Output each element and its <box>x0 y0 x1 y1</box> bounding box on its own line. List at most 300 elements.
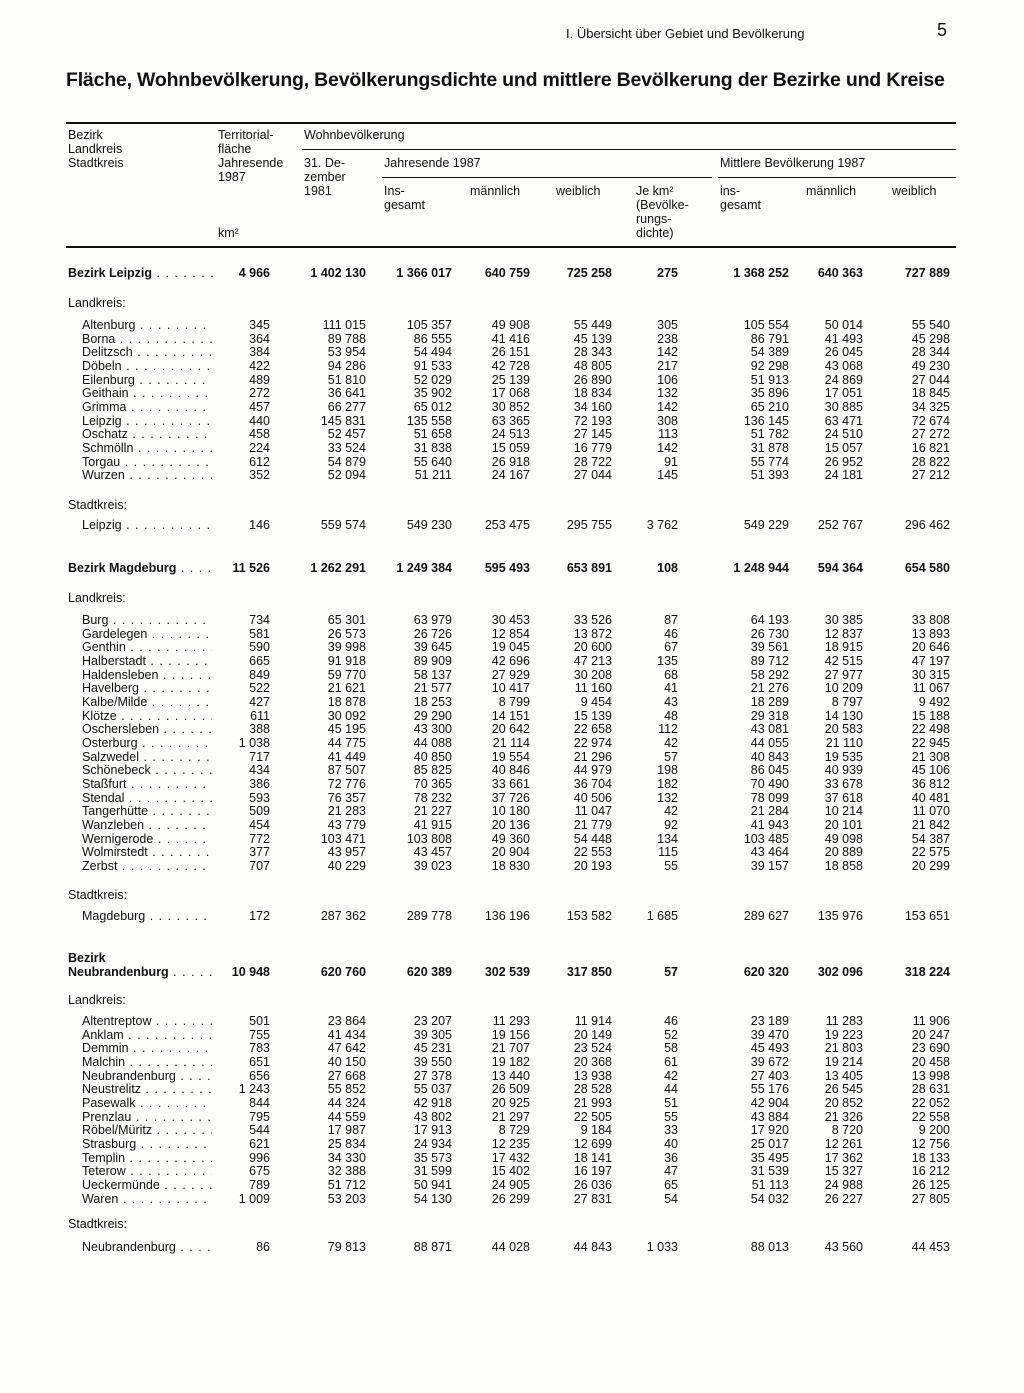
cell-mean-male: 12 837 <box>824 626 863 641</box>
cell-male-1987: 12 854 <box>491 626 530 641</box>
kreis-name: Oschatz . . . <box>82 427 212 441</box>
cell-total-1987: 52 029 <box>413 372 452 387</box>
cell-mean-total: 29 318 <box>750 708 789 723</box>
header-jahresende-1987: Jahresende 1987 <box>384 156 481 170</box>
bezirk-name: Neubrandenburg . . . <box>68 965 213 979</box>
cell-density: 55 <box>664 1109 678 1124</box>
cell-mean-male: 24 510 <box>824 427 863 442</box>
cell-density: 67 <box>664 640 678 655</box>
cell-density: 132 <box>657 790 678 805</box>
cell-female-1987: 21 779 <box>573 817 612 832</box>
bezirk-name-line1: Bezirk <box>68 951 106 965</box>
cell-pop-1981: 26 573 <box>327 626 366 641</box>
cell-male-1987: 19 554 <box>491 749 530 764</box>
landkreis-label: Landkreis: <box>68 993 126 1007</box>
cell-male-1987: 25 139 <box>491 372 530 387</box>
cell-total-1987: 43 300 <box>413 722 452 737</box>
cell-area: 996 <box>249 1150 270 1165</box>
cell-area: 4 966 <box>238 266 270 280</box>
cell-area: 10 948 <box>231 965 270 979</box>
cell-mean-female: 13 998 <box>911 1068 950 1083</box>
cell-total-1987: 91 533 <box>413 358 452 373</box>
cell-total-1987: 31 838 <box>413 440 452 455</box>
cell-pop-1981: 87 507 <box>327 763 366 778</box>
cell-area: 146 <box>249 518 270 532</box>
kreis-name: Altenburg . . . <box>82 318 212 332</box>
cell-pop-1981: 40 229 <box>327 858 366 873</box>
cell-mean-female: 72 674 <box>911 413 950 428</box>
cell-mean-total: 42 904 <box>750 1095 789 1110</box>
cell-mean-female: 22 498 <box>911 722 950 737</box>
cell-area: 612 <box>249 454 270 469</box>
header-mittel-insgesamt-2: gesamt <box>720 198 761 212</box>
header-dichte-2: (Bevölke- <box>636 198 689 212</box>
cell-area: 651 <box>249 1054 270 1069</box>
cell-total-1987: 27 378 <box>413 1068 452 1083</box>
cell-pop-1981: 44 775 <box>327 735 366 750</box>
cell-mean-male: 26 952 <box>824 454 863 469</box>
cell-male-1987: 14 151 <box>491 708 530 723</box>
cell-area: 501 <box>249 1014 270 1028</box>
kreis-name: Döbeln . . . <box>82 359 212 373</box>
cell-mean-female: 16 212 <box>911 1164 950 1179</box>
cell-pop-1981: 1 402 130 <box>310 266 366 280</box>
header-dichte-4: dichte) <box>636 226 674 240</box>
kreis-name: Wolmirstedt . . . <box>82 845 212 859</box>
cell-mean-male: 49 098 <box>824 831 863 846</box>
bezirk-name: Bezirk Leipzig . . . <box>68 266 213 280</box>
cell-mean-female: 28 822 <box>911 454 950 469</box>
cell-mean-male: 302 096 <box>817 965 863 979</box>
cell-male-1987: 24 167 <box>491 468 530 483</box>
cell-area: 386 <box>249 776 270 791</box>
cell-density: 142 <box>657 399 678 414</box>
cell-mean-male: 30 885 <box>824 399 863 414</box>
cell-female-1987: 36 704 <box>573 776 612 791</box>
cell-male-1987: 17 068 <box>491 386 530 401</box>
cell-female-1987: 21 296 <box>573 749 612 764</box>
cell-mean-total: 136 145 <box>743 413 789 428</box>
header-stub-3: Stadtkreis <box>68 156 124 170</box>
cell-mean-total: 25 017 <box>750 1136 789 1151</box>
kreis-name: Osterburg . . . <box>82 736 212 750</box>
cell-mean-total: 51 782 <box>750 427 789 442</box>
kreis-name: Templin . . . <box>82 1151 212 1165</box>
cell-male-1987: 20 642 <box>491 722 530 737</box>
cell-pop-1981: 111 015 <box>322 318 366 332</box>
cell-area: 593 <box>249 790 270 805</box>
cell-mean-male: 19 223 <box>824 1027 863 1042</box>
cell-mean-male: 640 363 <box>817 266 863 280</box>
cell-female-1987: 30 208 <box>573 667 612 682</box>
cell-area: 772 <box>249 831 270 846</box>
kreis-name: Eilenburg . . . <box>82 373 212 387</box>
cell-pop-1981: 1 262 291 <box>310 561 366 575</box>
cell-pop-1981: 41 449 <box>327 749 366 764</box>
cell-mean-female: 15 188 <box>911 708 950 723</box>
kreis-name: Malchin . . . <box>82 1055 212 1069</box>
cell-total-1987: 39 550 <box>413 1054 452 1069</box>
kreis-name: Anklam . . . <box>82 1028 212 1042</box>
cell-total-1987: 43 802 <box>413 1109 452 1124</box>
cell-pop-1981: 51 712 <box>327 1177 366 1192</box>
cell-mean-female: 30 315 <box>911 667 950 682</box>
cell-male-1987: 33 661 <box>491 776 530 791</box>
cell-mean-female: 28 631 <box>911 1082 950 1097</box>
cell-female-1987: 48 805 <box>573 358 612 373</box>
cell-pop-1981: 17 987 <box>327 1123 366 1138</box>
cell-male-1987: 20 136 <box>491 817 530 832</box>
cell-female-1987: 20 600 <box>573 640 612 655</box>
cell-mean-total: 44 055 <box>750 735 789 750</box>
cell-mean-male: 26 545 <box>824 1082 863 1097</box>
cell-mean-male: 26 045 <box>824 345 863 360</box>
kreis-name: Schmölln . . . <box>82 441 212 455</box>
header-area-2: fläche <box>218 142 252 156</box>
cell-female-1987: 20 368 <box>573 1054 612 1069</box>
cell-mean-male: 43 068 <box>824 358 863 373</box>
cell-pop-1981: 44 559 <box>327 1109 366 1124</box>
header-insgesamt-1: Ins- <box>384 184 405 198</box>
cell-mean-total: 289 627 <box>743 909 789 923</box>
cell-mean-female: 21 308 <box>911 749 950 764</box>
header-stub-1: Bezirk <box>68 128 103 142</box>
cell-pop-1981: 54 879 <box>327 454 366 469</box>
kreis-name: Schönebeck . . . <box>82 763 212 777</box>
cell-total-1987: 103 808 <box>406 831 452 846</box>
cell-area: 1 009 <box>238 1191 270 1206</box>
cell-density: 106 <box>657 372 678 387</box>
cell-mean-female: 23 690 <box>911 1041 950 1056</box>
cell-total-1987: 31 599 <box>413 1164 452 1179</box>
cell-mean-female: 47 197 <box>911 653 950 668</box>
cell-male-1987: 40 846 <box>491 763 530 778</box>
stadtkreis-label: Stadtkreis: <box>68 1217 128 1231</box>
cell-female-1987: 153 582 <box>566 909 612 923</box>
cell-pop-1981: 559 574 <box>320 518 366 532</box>
landkreis-label: Landkreis: <box>68 296 126 310</box>
cell-pop-1981: 25 834 <box>327 1136 366 1151</box>
table-row <box>0 859 1024 873</box>
cell-total-1987: 21 577 <box>413 681 452 696</box>
cell-female-1987: 28 722 <box>573 454 612 469</box>
cell-mean-female: 54 387 <box>911 831 950 846</box>
cell-total-1987: 88 871 <box>413 1240 452 1254</box>
header-dichte-3: rungs- <box>636 212 672 226</box>
cell-mean-male: 17 362 <box>824 1150 863 1165</box>
cell-area: 707 <box>249 858 270 873</box>
cell-pop-1981: 21 621 <box>327 681 366 696</box>
cell-female-1987: 317 850 <box>566 965 612 979</box>
cell-total-1987: 40 850 <box>413 749 452 764</box>
cell-female-1987: 45 139 <box>573 331 612 346</box>
cell-male-1987: 15 402 <box>491 1164 530 1179</box>
cell-female-1987: 33 526 <box>573 613 612 627</box>
cell-density: 51 <box>664 1095 678 1110</box>
cell-density: 57 <box>664 965 678 979</box>
header-mittel-maennlich: männlich <box>806 184 857 198</box>
cell-mean-total: 43 884 <box>750 1109 789 1124</box>
cell-area: 789 <box>249 1177 270 1192</box>
table-row <box>0 909 1024 923</box>
cell-density: 182 <box>657 776 678 791</box>
cell-female-1987: 12 699 <box>573 1136 612 1151</box>
cell-total-1987: 54 494 <box>413 345 452 360</box>
cell-mean-male: 26 227 <box>824 1191 863 1206</box>
header-area-unit: km² <box>218 226 239 240</box>
bezirk-name: Bezirk Magdeburg . . . <box>68 561 213 575</box>
landkreis-label: Landkreis: <box>68 591 126 605</box>
cell-area: 352 <box>249 468 270 483</box>
cell-mean-female: 22 558 <box>911 1109 950 1124</box>
cell-mean-total: 31 878 <box>750 440 789 455</box>
cell-total-1987: 54 130 <box>413 1191 452 1206</box>
header-dez-1: 31. De- <box>304 156 345 170</box>
cell-mean-male: 21 803 <box>824 1041 863 1056</box>
cell-area: 509 <box>249 804 270 819</box>
header-dez-3: 1981 <box>304 184 332 198</box>
kreis-name: Neubrandenburg . . . <box>82 1240 212 1254</box>
cell-female-1987: 22 974 <box>573 735 612 750</box>
cell-total-1987: 39 305 <box>413 1027 452 1042</box>
cell-pop-1981: 620 760 <box>320 965 366 979</box>
cell-mean-female: 13 893 <box>911 626 950 641</box>
cell-area: 621 <box>249 1136 270 1151</box>
cell-mean-female: 27 044 <box>911 372 950 387</box>
cell-mean-total: 39 470 <box>750 1027 789 1042</box>
cell-mean-total: 92 298 <box>750 358 789 373</box>
cell-female-1987: 16 779 <box>573 440 612 455</box>
cell-mean-total: 23 189 <box>750 1014 789 1028</box>
cell-mean-total: 39 157 <box>750 858 789 873</box>
cell-total-1987: 35 902 <box>413 386 452 401</box>
cell-mean-male: 42 515 <box>824 653 863 668</box>
cell-male-1987: 26 918 <box>491 454 530 469</box>
cell-mean-female: 318 224 <box>904 965 950 979</box>
cell-female-1987: 13 872 <box>573 626 612 641</box>
cell-area: 734 <box>249 613 270 627</box>
cell-male-1987: 17 432 <box>491 1150 530 1165</box>
cell-female-1987: 22 505 <box>573 1109 612 1124</box>
kreis-name: Teterow . . . <box>82 1164 212 1178</box>
cell-mean-total: 40 843 <box>750 749 789 764</box>
cell-total-1987: 39 023 <box>413 858 452 873</box>
kreis-name: Halberstadt . . . <box>82 654 212 668</box>
cell-density: 308 <box>657 413 678 428</box>
cell-total-1987: 18 253 <box>413 694 452 709</box>
cell-density: 46 <box>664 626 678 641</box>
cell-mean-male: 19 214 <box>824 1054 863 1069</box>
cell-female-1987: 11 160 <box>574 681 612 696</box>
cell-mean-male: 11 283 <box>825 1014 863 1028</box>
cell-density: 33 <box>664 1123 678 1138</box>
kreis-name: Kalbe/Milde . . . <box>82 695 212 709</box>
table-row <box>0 627 1024 641</box>
cell-mean-total: 55 176 <box>750 1082 789 1097</box>
cell-pop-1981: 55 852 <box>327 1082 366 1097</box>
cell-male-1987: 8 729 <box>498 1123 530 1138</box>
cell-female-1987: 11 047 <box>574 804 612 819</box>
cell-mean-total: 41 943 <box>750 817 789 832</box>
table-row <box>0 1137 1024 1151</box>
cell-mean-total: 35 495 <box>750 1150 789 1165</box>
cell-female-1987: 15 139 <box>573 708 612 723</box>
cell-male-1987: 302 539 <box>484 965 530 979</box>
cell-female-1987: 54 448 <box>573 831 612 846</box>
cell-area: 590 <box>249 640 270 655</box>
cell-pop-1981: 43 957 <box>327 845 366 860</box>
kreis-name: Gardelegen . . . <box>82 627 212 641</box>
cell-total-1987: 35 573 <box>413 1150 452 1165</box>
kreis-name: Neustrelitz . . . <box>82 1082 212 1096</box>
cell-density: 42 <box>664 735 678 750</box>
cell-mean-female: 22 052 <box>911 1095 950 1110</box>
cell-total-1987: 78 232 <box>413 790 452 805</box>
cell-mean-female: 33 808 <box>911 613 950 627</box>
cell-density: 46 <box>664 1014 678 1028</box>
cell-mean-female: 40 481 <box>911 790 950 805</box>
cell-mean-female: 34 325 <box>911 399 950 414</box>
cell-male-1987: 37 726 <box>491 790 530 805</box>
cell-mean-male: 10 209 <box>824 681 863 696</box>
cell-female-1987: 22 658 <box>573 722 612 737</box>
cell-male-1987: 27 929 <box>491 667 530 682</box>
cell-pop-1981: 33 524 <box>327 440 366 455</box>
cell-total-1987: 23 207 <box>413 1014 452 1028</box>
cell-mean-total: 70 490 <box>750 776 789 791</box>
jahresende-rule <box>382 177 712 178</box>
cell-area: 224 <box>249 440 270 455</box>
cell-total-1987: 50 941 <box>413 1177 452 1192</box>
table-row <box>0 345 1024 359</box>
cell-density: 1 033 <box>646 1240 678 1254</box>
kreis-name: Stendal . . . <box>82 791 212 805</box>
cell-pop-1981: 41 434 <box>327 1027 366 1042</box>
cell-mean-female: 12 756 <box>911 1136 950 1151</box>
cell-mean-total: 51 393 <box>750 468 789 483</box>
table-row <box>0 1055 1024 1069</box>
cell-male-1987: 12 235 <box>491 1136 530 1151</box>
cell-mean-total: 17 920 <box>750 1123 789 1138</box>
cell-density: 275 <box>657 266 678 280</box>
cell-density: 1 685 <box>646 909 678 923</box>
cell-male-1987: 20 904 <box>491 845 530 860</box>
cell-mean-total: 39 672 <box>750 1054 789 1069</box>
cell-density: 142 <box>657 440 678 455</box>
cell-male-1987: 24 905 <box>491 1177 530 1192</box>
cell-pop-1981: 23 864 <box>327 1014 366 1028</box>
cell-pop-1981: 18 878 <box>327 694 366 709</box>
cell-female-1987: 11 914 <box>574 1014 612 1028</box>
cell-mean-total: 620 320 <box>743 965 789 979</box>
cell-mean-total: 39 561 <box>750 640 789 655</box>
cell-density: 57 <box>664 749 678 764</box>
cell-mean-female: 153 651 <box>904 909 950 923</box>
cell-mean-total: 1 368 252 <box>733 266 789 280</box>
kreis-name: Haldensleben . . . <box>82 668 212 682</box>
cell-female-1987: 22 553 <box>573 845 612 860</box>
cell-density: 36 <box>664 1150 678 1165</box>
cell-total-1987: 63 979 <box>413 613 452 627</box>
page-number: 5 <box>937 20 948 40</box>
table-row <box>0 695 1024 709</box>
cell-area: 611 <box>250 708 270 723</box>
cell-total-1987: 620 389 <box>406 965 452 979</box>
cell-female-1987: 34 160 <box>573 399 612 414</box>
cell-density: 48 <box>664 708 678 723</box>
cell-area: 11 526 <box>232 561 270 575</box>
cell-mean-male: 8 720 <box>831 1123 863 1138</box>
cell-area: 434 <box>249 763 270 778</box>
cell-male-1987: 49 908 <box>491 318 530 332</box>
cell-pop-1981: 27 668 <box>327 1068 366 1083</box>
cell-mean-male: 41 493 <box>824 331 863 346</box>
cell-area: 272 <box>249 386 270 401</box>
cell-total-1987: 45 231 <box>413 1041 452 1056</box>
cell-mean-male: 24 869 <box>824 372 863 387</box>
table-row <box>0 332 1024 346</box>
cell-mean-total: 549 229 <box>743 518 789 532</box>
table-row <box>0 1151 1024 1165</box>
cell-total-1987: 55 640 <box>413 454 452 469</box>
cell-female-1987: 44 843 <box>573 1240 612 1254</box>
cell-total-1987: 55 037 <box>413 1082 452 1097</box>
table-row <box>0 736 1024 750</box>
cell-total-1987: 41 915 <box>413 817 452 832</box>
cell-density: 41 <box>664 681 678 696</box>
cell-area: 1 038 <box>238 735 270 750</box>
cell-pop-1981: 53 203 <box>327 1191 366 1206</box>
cell-female-1987: 653 891 <box>566 561 612 575</box>
cell-male-1987: 21 707 <box>491 1041 530 1056</box>
cell-mean-total: 86 791 <box>750 331 789 346</box>
cell-total-1987: 289 778 <box>406 909 452 923</box>
cell-female-1987: 28 528 <box>573 1082 612 1097</box>
cell-total-1987: 105 357 <box>406 318 452 332</box>
cell-male-1987: 21 114 <box>492 735 530 750</box>
cell-pop-1981: 79 813 <box>327 1240 366 1254</box>
cell-mean-male: 10 214 <box>824 804 863 819</box>
table-row <box>0 1164 1024 1178</box>
cell-mean-total: 27 403 <box>750 1068 789 1083</box>
cell-female-1987: 20 193 <box>573 858 612 873</box>
cell-male-1987: 42 696 <box>491 653 530 668</box>
cell-density: 145 <box>657 468 678 483</box>
cell-mean-total: 31 539 <box>750 1164 789 1179</box>
cell-area: 377 <box>249 845 270 860</box>
table-row <box>0 441 1024 455</box>
cell-mean-total: 64 193 <box>750 613 789 627</box>
cell-mean-female: 44 453 <box>911 1240 950 1254</box>
cell-female-1987: 27 044 <box>573 468 612 483</box>
table-row <box>0 845 1024 859</box>
cell-mean-male: 27 977 <box>824 667 863 682</box>
table-row <box>0 518 1024 532</box>
cell-density: 43 <box>664 694 678 709</box>
kreis-name: Wernigerode . . . <box>82 832 212 846</box>
cell-area: 454 <box>249 817 270 832</box>
cell-mean-male: 33 678 <box>824 776 863 791</box>
kreis-name: Geithain . . . <box>82 386 212 400</box>
cell-mean-male: 20 852 <box>824 1095 863 1110</box>
table-row <box>0 640 1024 654</box>
cell-area: 172 <box>249 909 270 923</box>
cell-area: 544 <box>249 1123 270 1138</box>
cell-total-1987: 26 726 <box>413 626 452 641</box>
cell-mean-male: 252 767 <box>817 518 863 532</box>
table-row <box>0 613 1024 627</box>
cell-pop-1981: 59 770 <box>327 667 366 682</box>
